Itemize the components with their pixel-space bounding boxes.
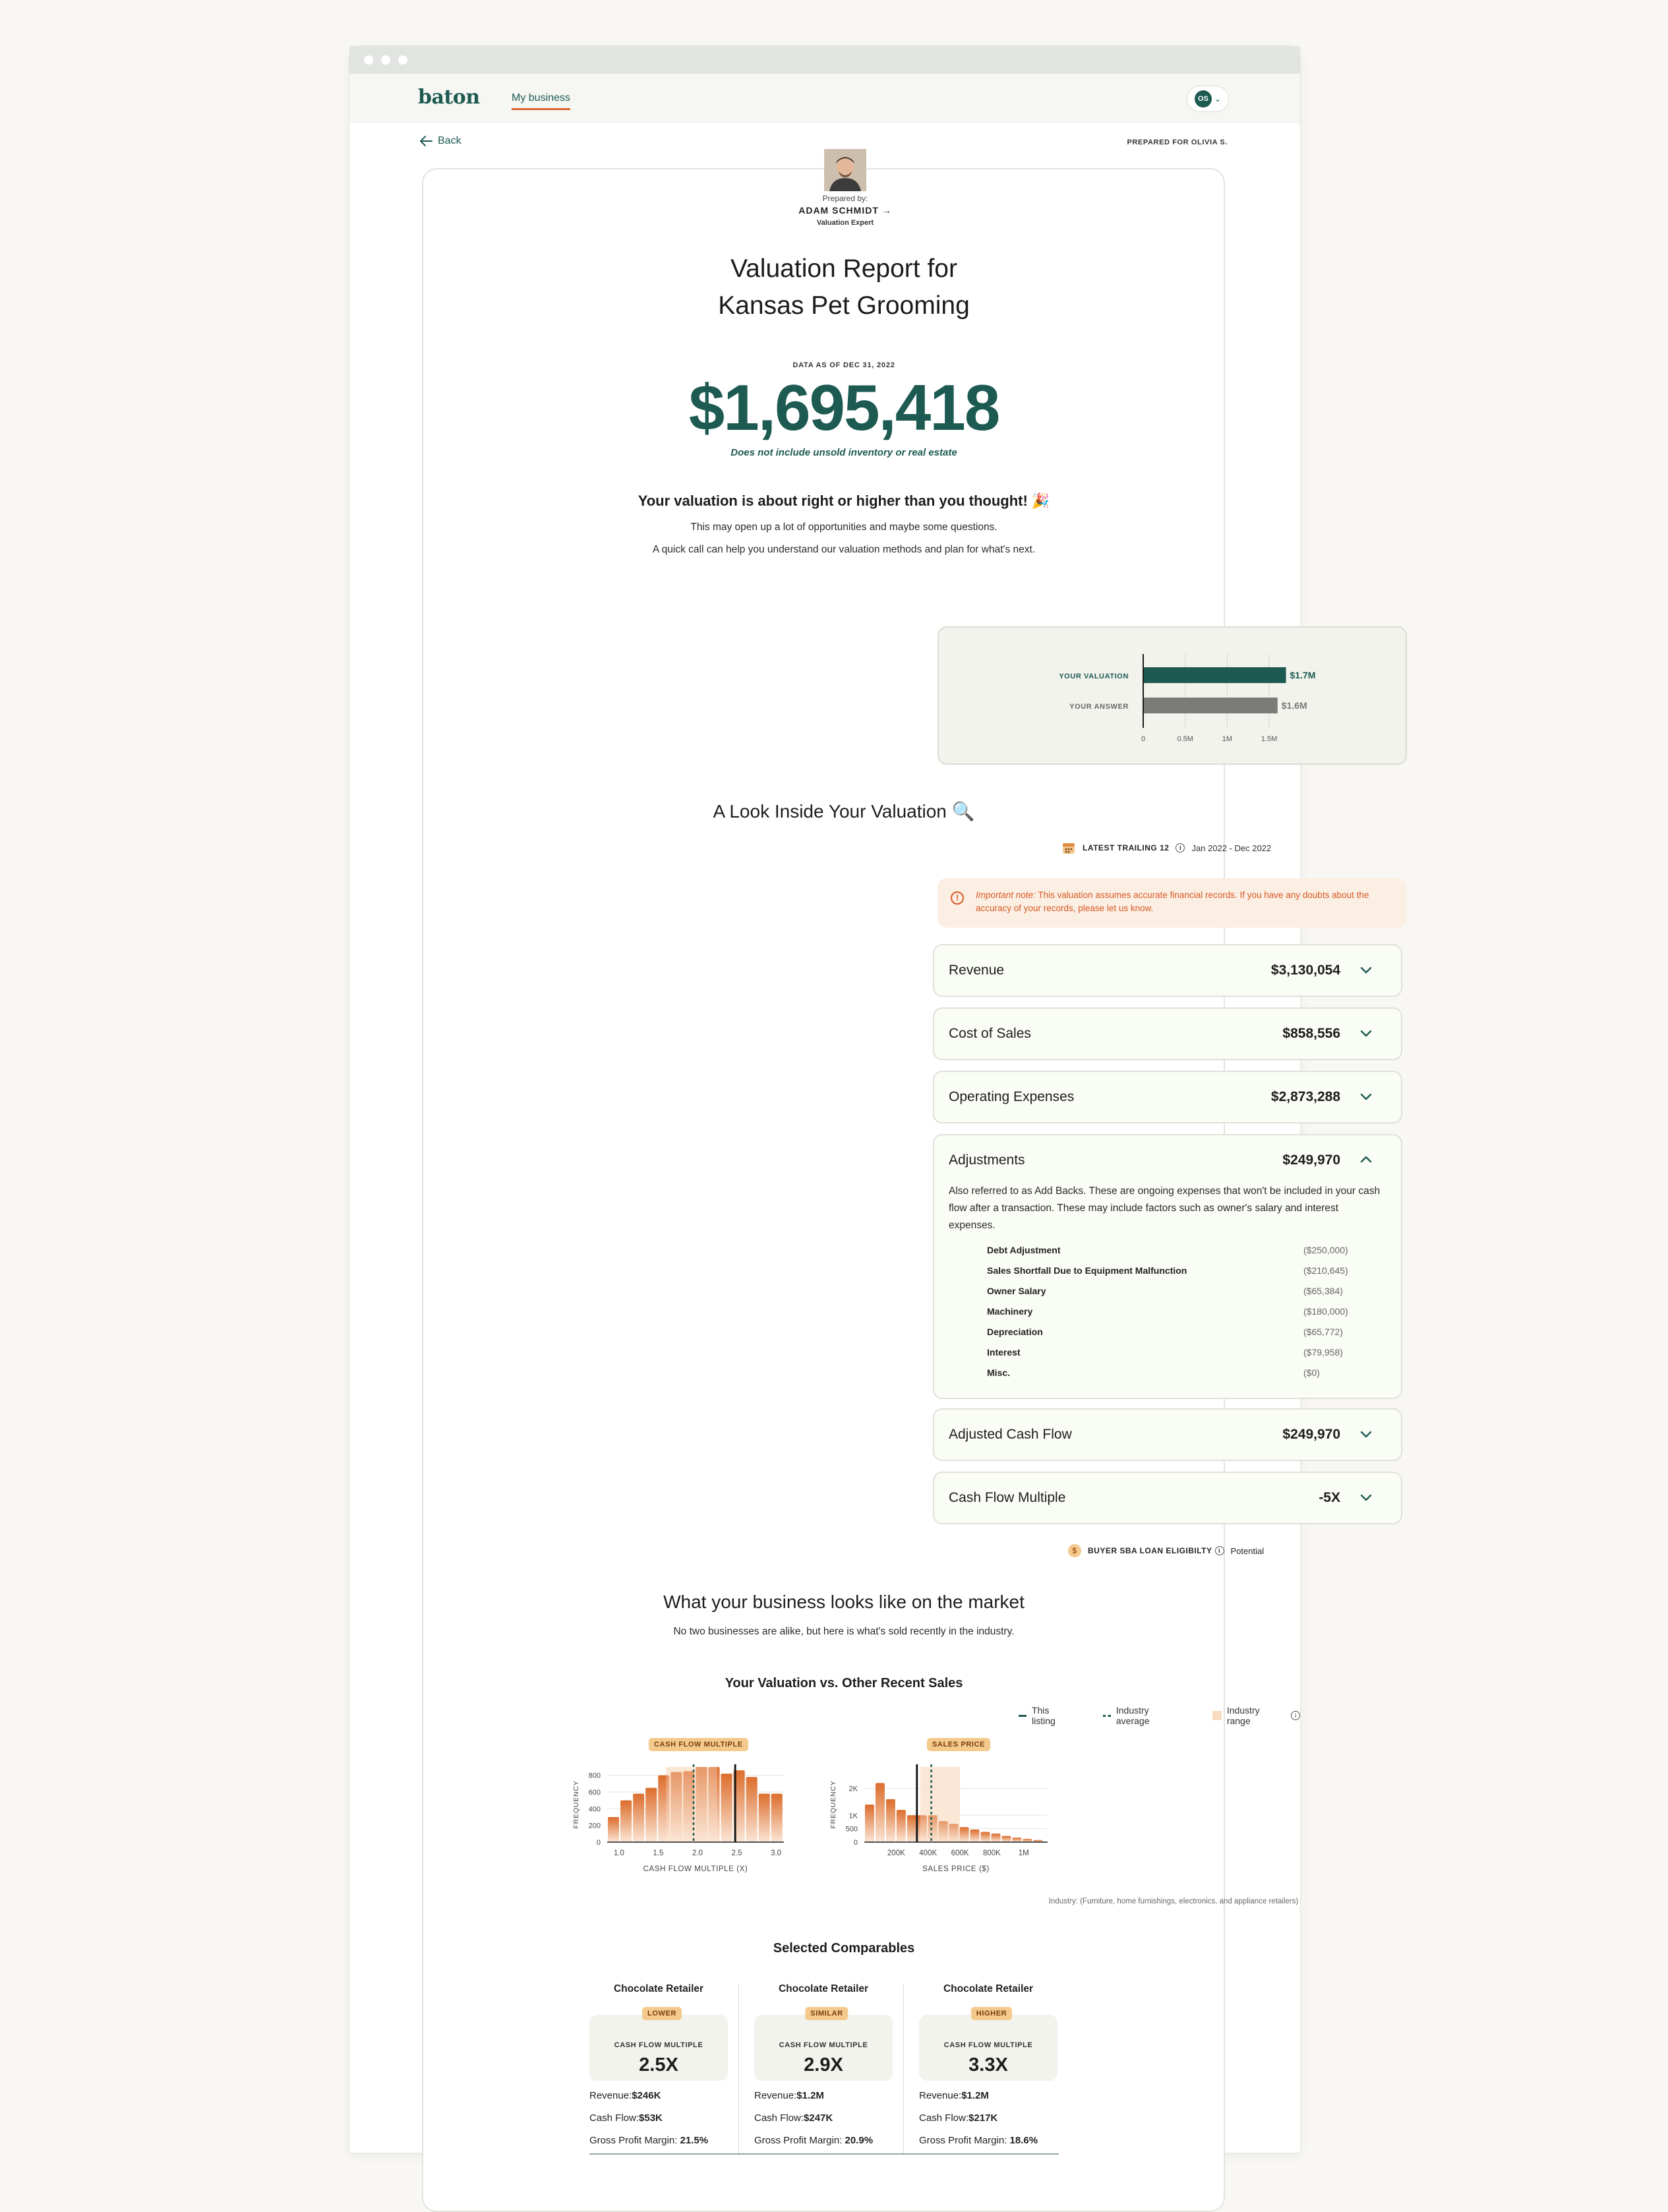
prepared-by-label: Prepared by: — [822, 194, 868, 203]
accordion-value: $249,970 — [1282, 1152, 1340, 1168]
x-tick-label: 1.5 — [653, 1849, 664, 1857]
title-line-2: Kansas Pet Grooming — [718, 291, 970, 320]
adjustment-row: Debt Adjustment ($250,000) — [987, 1245, 1348, 1255]
user-menu-button[interactable] — [1187, 86, 1229, 112]
histogram-bar — [746, 1777, 758, 1842]
histogram-bar — [721, 1774, 732, 1842]
comparable-gpm: Gross Profit Margin: 18.6% — [919, 2135, 1038, 2146]
histogram-bar — [960, 1827, 969, 1842]
expert-name: ADAM SCHMIDT — [798, 205, 879, 216]
accordion-operating-expenses[interactable] — [933, 1071, 1402, 1123]
accordion-value: $858,556 — [1282, 1026, 1340, 1041]
trailing-label: LATEST TRAILING 12 — [1083, 843, 1170, 852]
category-label: YOUR ANSWER — [1069, 703, 1129, 711]
cash-flow-multiple-histogram — [570, 1760, 788, 1876]
value-label: $1.7M — [1290, 670, 1316, 680]
accordion-cash-flow-multiple[interactable] — [933, 1472, 1402, 1524]
data-as-of-label: DATA AS OF DEC 31, 2022 — [792, 361, 895, 369]
adjustment-row: Owner Salary ($65,384) — [987, 1286, 1343, 1296]
accordion-value: -5X — [1319, 1490, 1340, 1505]
valuation-note: Does not include unsold inventory or real estate — [730, 447, 957, 458]
y-tick-label: 600 — [588, 1789, 601, 1797]
x-tick-label: 400K — [919, 1849, 938, 1857]
histogram-bar — [897, 1810, 906, 1842]
x-tick-label: 800K — [982, 1849, 1001, 1857]
comparable-cash-flow: Cash Flow:$53K — [589, 2112, 663, 2124]
y-tick-label: 800 — [588, 1772, 601, 1780]
x-tick-label: 600K — [951, 1849, 969, 1857]
valuation-comparison-chart — [938, 626, 1407, 765]
accordion-value: $2,873,288 — [1270, 1089, 1340, 1104]
comparable-cash-flow: Cash Flow:$217K — [919, 2112, 998, 2124]
accordion-label: Adjusted Cash Flow — [949, 1427, 1072, 1442]
comparable-metric-value: 3.3X — [968, 2054, 1008, 2076]
expert-role: Valuation Expert — [816, 219, 874, 227]
histogram-bar — [886, 1799, 895, 1842]
comparable-cash-flow: Cash Flow:$247K — [754, 2112, 833, 2124]
industry-note: Industry: (Furniture, home furnishings, electronics, and appliance retailers) — [1048, 1898, 1299, 1905]
valuation-amount: $1,695,418 — [688, 371, 999, 444]
industry-range-overlay — [920, 1767, 960, 1842]
x-tick-label: 2.0 — [692, 1849, 703, 1857]
top-navigation — [349, 74, 1300, 123]
page-title — [613, 251, 1075, 324]
important-note — [938, 878, 1407, 928]
comparable-title: Chocolate Retailer — [778, 1983, 869, 1994]
histogram-bar — [771, 1794, 783, 1842]
bar — [1144, 698, 1278, 713]
adjustment-row: Misc. ($0) — [987, 1367, 1320, 1378]
accordion-value: $3,130,054 — [1270, 963, 1340, 978]
title-line-1: Valuation Report for — [730, 254, 957, 283]
x-axis-label: CASH FLOW MULTIPLE (X) — [643, 1865, 748, 1873]
x-tick-label: 0.5M — [1177, 735, 1193, 743]
info-icon[interactable]: i — [1215, 1546, 1224, 1555]
x-tick-label: 1.5M — [1261, 735, 1278, 743]
trailing-range: Jan 2022 - Dec 2022 — [1191, 843, 1272, 853]
comparable-metric-label: CASH FLOW MULTIPLE — [943, 2041, 1033, 2049]
comparable-metric-label: CASH FLOW MULTIPLE — [779, 2041, 868, 2049]
adjustment-row: Interest ($79,958) — [987, 1347, 1343, 1358]
tab-my-business[interactable]: My business — [512, 92, 570, 110]
accordion-cost-of-sales[interactable] — [933, 1007, 1402, 1060]
accordion-adjusted-cash-flow[interactable] — [933, 1408, 1402, 1461]
x-tick-label: 1M — [1222, 735, 1233, 743]
market-subtitle: No two businesses are alike, but here is what's sold recently in the industry. — [673, 1626, 1015, 1637]
comparable-badge: SIMILAR — [805, 2007, 848, 2020]
accordion-label: Cash Flow Multiple — [949, 1490, 1066, 1505]
calendar-icon — [1061, 841, 1076, 855]
expert-name-link[interactable] — [699, 205, 992, 216]
alert-icon: ! — [951, 891, 964, 905]
comparable-metric-label: CASH FLOW MULTIPLE — [614, 2041, 703, 2049]
y-tick-label: 0 — [596, 1839, 601, 1847]
comparable-gpm: Gross Profit Margin: 20.9% — [754, 2135, 874, 2146]
legend-industry-range: Industry range i — [1212, 1705, 1300, 1726]
sba-label: BUYER SBA LOAN ELIGIBILTY — [1088, 1546, 1212, 1555]
histogram-bar — [991, 1834, 1000, 1842]
bottom-divider — [589, 2153, 1059, 2155]
x-tick-label: 1M — [1018, 1849, 1029, 1857]
accordion-label: Cost of Sales — [949, 1026, 1031, 1041]
accordion-value: $249,970 — [1282, 1427, 1340, 1442]
market-chart-legend — [1019, 1705, 1300, 1726]
x-tick-label: 200K — [887, 1849, 905, 1857]
trailing-period — [1061, 841, 1271, 855]
valuation-body-1: This may open up a lot of opportunities and maybe some questions. — [690, 522, 998, 533]
histogram-bar — [865, 1805, 874, 1842]
sba-value: Potential — [1230, 1545, 1265, 1556]
histogram-bar — [1001, 1836, 1011, 1842]
y-tick-label: 400 — [588, 1805, 601, 1814]
note-text: This valuation assumes accurate financial records. If you have any doubts about the accuracy of your records, please let us know. — [976, 890, 1369, 913]
note-label: Important note: — [976, 890, 1036, 900]
market-section-title: What your business looks like on the market — [663, 1592, 1025, 1612]
solid-line-icon — [1019, 1715, 1027, 1717]
histogram-bar — [970, 1830, 980, 1842]
histogram-bar — [907, 1815, 916, 1842]
y-axis-label: FREQUENCY — [572, 1780, 580, 1829]
sba-eligibility — [1068, 1544, 1264, 1557]
adjustments-description: Also referred to as Add Backs. These are ongoing expenses that won't be included in your cash flow after a transaction. These may include factors such as owner's salary and interest expenses. — [949, 1185, 1381, 1231]
market-chart-title: Your Valuation vs. Other Recent Sales — [725, 1676, 963, 1690]
y-tick-label: 500 — [845, 1825, 858, 1834]
expert-avatar[interactable] — [824, 149, 866, 191]
category-label: YOUR VALUATION — [1059, 673, 1129, 680]
browser-window — [349, 46, 1381, 2153]
comparable-badge: LOWER — [642, 2007, 682, 2020]
valuation-body-2: A quick call can help you understand our valuation methods and plan for what's next. — [652, 544, 1036, 555]
dollar-coin-icon: $ — [1068, 1544, 1081, 1557]
comparables-title: Selected Comparables — [773, 1941, 915, 1956]
histogram-bar — [981, 1832, 990, 1842]
back-label: Back — [438, 135, 462, 146]
chevron-down-icon[interactable] — [1359, 1026, 1373, 1040]
histogram-bar — [633, 1794, 644, 1842]
y-tick-label: 2K — [849, 1785, 858, 1793]
y-tick-label: 1K — [849, 1812, 858, 1820]
comparable-title: Chocolate Retailer — [613, 1983, 704, 1994]
x-axis-label: SALES PRICE ($) — [922, 1865, 990, 1873]
chevron-down-icon[interactable] — [1359, 1089, 1373, 1104]
window-dot-maximize[interactable] — [398, 55, 407, 65]
accordion-label: Revenue — [949, 963, 1005, 978]
inside-section-title: A Look Inside Your Valuation 🔍 — [713, 801, 975, 822]
comparable-title: Chocolate Retailer — [943, 1983, 1034, 1994]
expert-photo-icon — [824, 149, 866, 191]
adjustment-row: Machinery ($180,000) — [987, 1306, 1348, 1317]
info-icon[interactable]: i — [1176, 843, 1185, 852]
prepared-for-label: PREPARED FOR OLIVIA S. — [1127, 138, 1228, 146]
histogram-bar — [759, 1794, 770, 1842]
comparable-revenue: Revenue:$246K — [589, 2090, 661, 2101]
x-tick-label: 1.0 — [613, 1849, 624, 1857]
legend-industry-average: Industry average — [1103, 1705, 1185, 1726]
industry-range-overlay — [666, 1767, 717, 1842]
chevron-down-icon[interactable] — [1359, 1490, 1373, 1505]
comparable-divider — [738, 1983, 739, 2155]
window-dot-close[interactable] — [364, 55, 373, 65]
accordion-revenue[interactable] — [933, 944, 1402, 997]
histogram-bar — [620, 1801, 632, 1842]
chevron-down-icon[interactable] — [1359, 1427, 1373, 1441]
adjustment-row: Depreciation ($65,772) — [987, 1327, 1343, 1337]
comparable-metric-value: 2.9X — [804, 2054, 843, 2076]
histogram-bar — [645, 1788, 657, 1842]
x-tick-label: 0 — [1141, 735, 1146, 743]
y-tick-label: 0 — [853, 1839, 858, 1847]
dotted-line-icon — [1103, 1715, 1111, 1717]
histogram-bar — [608, 1817, 619, 1842]
accordion-adjustments[interactable] — [933, 1134, 1402, 1399]
bar — [1144, 667, 1286, 683]
x-tick-label: 3.0 — [771, 1849, 782, 1857]
comparable-revenue: Revenue:$1.2M — [919, 2090, 989, 2101]
x-tick-label: 2.5 — [731, 1849, 742, 1857]
legend-this-listing: This listing — [1019, 1705, 1075, 1726]
chevron-up-icon[interactable] — [1359, 1152, 1373, 1167]
user-avatar: OS — [1195, 90, 1212, 107]
window-dot-minimize[interactable] — [381, 55, 390, 65]
range-swatch-icon — [1212, 1711, 1222, 1720]
chevron-down-icon: ⌄ — [1214, 94, 1222, 104]
sales-price-histogram — [827, 1760, 1052, 1876]
accordion-label: Operating Expenses — [949, 1089, 1075, 1104]
adjustment-row: Sales Shortfall Due to Equipment Malfunction ($210,645) — [987, 1265, 1348, 1276]
value-label: $1.6M — [1281, 700, 1307, 711]
arrow-right-icon: → — [881, 205, 892, 216]
back-link[interactable] — [419, 135, 462, 147]
comparable-metric-value: 2.5X — [639, 2054, 678, 2076]
accordion-label: Adjustments — [949, 1152, 1025, 1168]
valuation-headline: Your valuation is about right or higher than you thought! 🎉 — [638, 493, 1050, 509]
histogram-bar — [1012, 1838, 1021, 1842]
info-icon[interactable]: i — [1291, 1711, 1300, 1720]
y-tick-label: 200 — [588, 1822, 601, 1830]
comparable-badge: HIGHER — [971, 2007, 1012, 2020]
histogram-bar — [876, 1783, 885, 1842]
sales-price-pill: SALES PRICE — [927, 1738, 990, 1751]
chevron-down-icon[interactable] — [1359, 963, 1373, 977]
baton-logo[interactable]: baton — [418, 86, 480, 109]
y-axis-label: FREQUENCY — [829, 1780, 837, 1829]
comparable-revenue: Revenue:$1.2M — [754, 2090, 824, 2101]
arrow-left-icon — [419, 135, 432, 147]
window-chrome — [349, 46, 1300, 74]
comparable-gpm: Gross Profit Margin: 21.5% — [589, 2135, 709, 2146]
comparable-divider — [903, 1983, 904, 2155]
cash-flow-multiple-pill: CASH FLOW MULTIPLE — [649, 1738, 748, 1751]
comparison-chart-svg — [939, 628, 1408, 766]
